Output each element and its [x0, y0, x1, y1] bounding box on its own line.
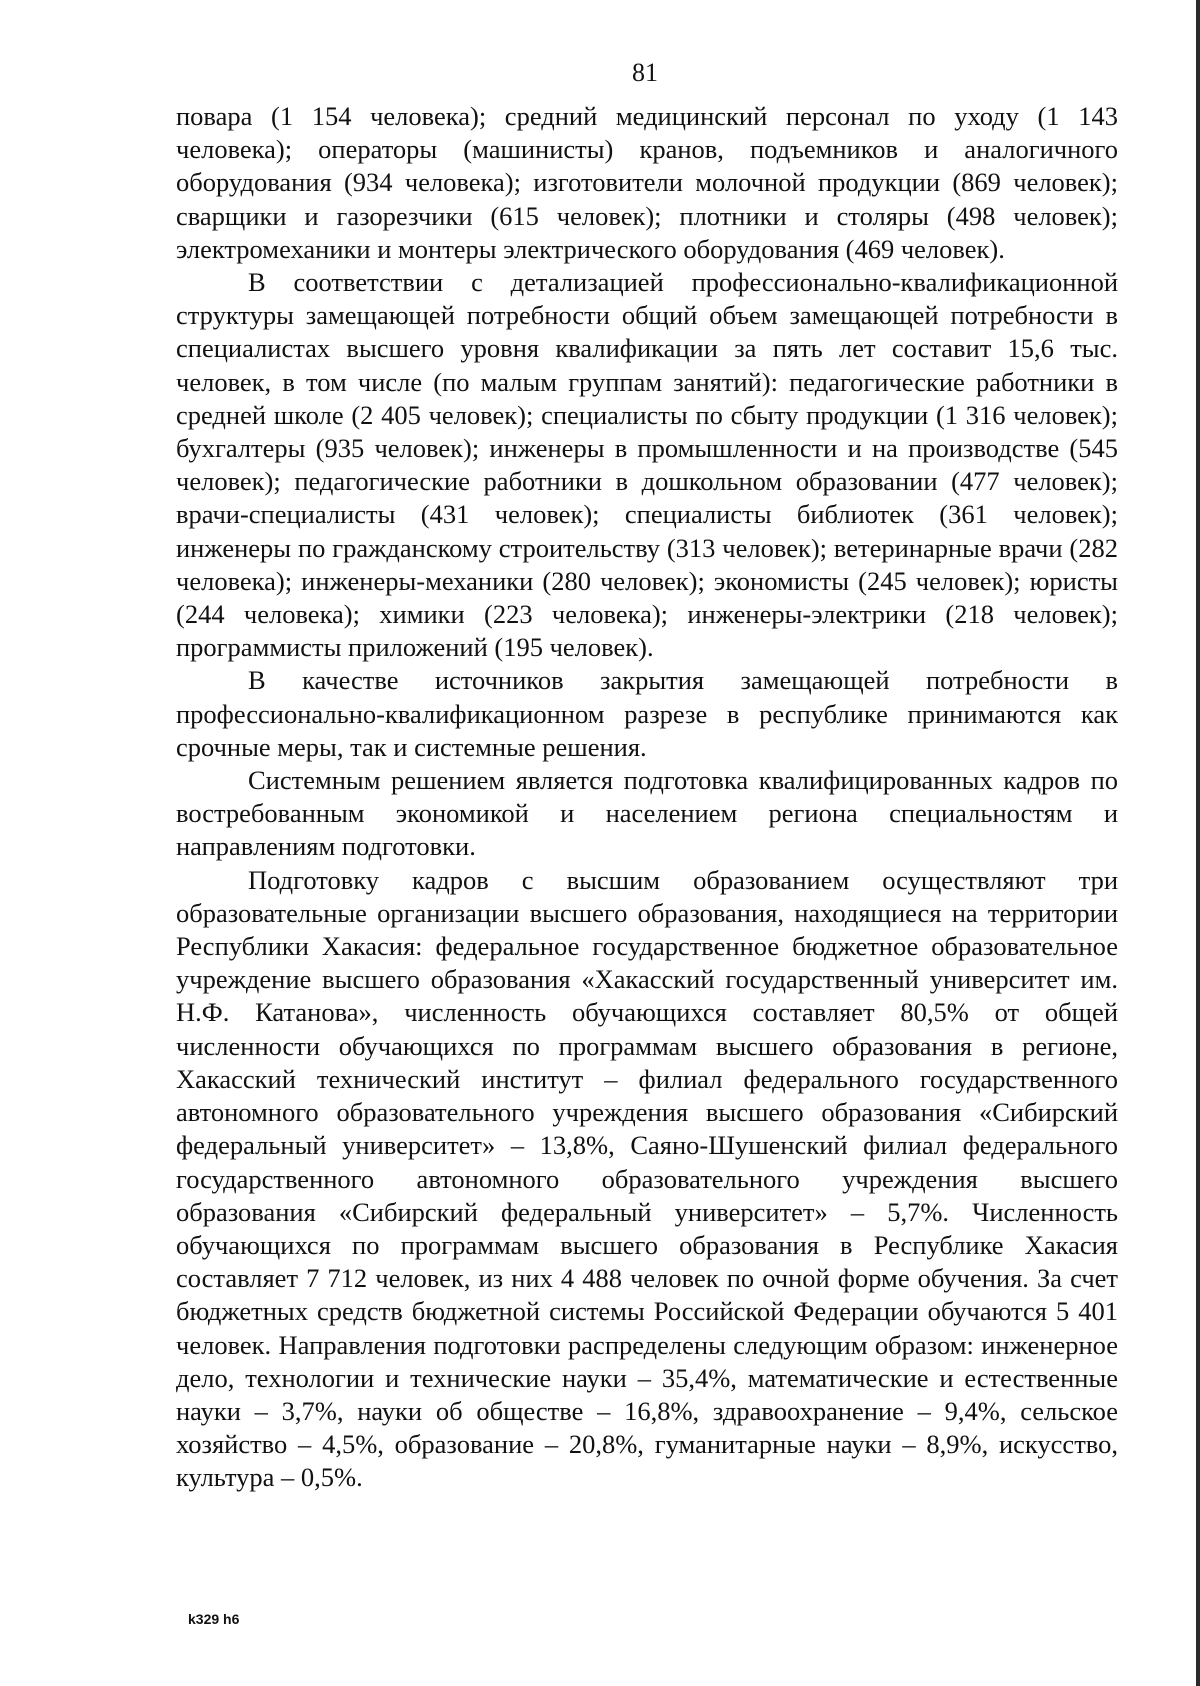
paragraph-qualification-structure: В соответствии с детализацией профессионально-квалификационной структуры замещающей потребности общий объем замещающей потребности в специалистах высшего уровня квалификации за пять лет составит 15,6 тыс. человек, в том числе (по малым группам занятий): педагогические работники в средней школе (2 405 человек); специалисты по сбыту продукции (1 316 человек); бухгалтеры (935 человек); инженеры в промышленности и на производстве (545 человек); педагогические работники в дошкольном образовании (477 человек); врачи-специалисты (431 человек); специалисты библиотек (361 человек); инженеры по гражданскому строительству (313 человек); ветеринарные врачи (282 человека); инженеры-механики (280 человек); экономисты (245 человек); юристы (244 человека); химики (223 человека); инженеры-электрики (218 человек); программисты приложений (195 человек).	[176, 267, 1118, 663]
paragraph-system-solution: Системным решением является подготовка квалифицированных кадров по востребованным экономикой и населением региона специальностям и направлениям подготовки.	[176, 765, 1118, 862]
page-number: 81	[632, 58, 658, 87]
footer-document-code: k329 h6	[188, 1611, 240, 1627]
paragraph-sources: В качестве источников закрытия замещающей потребности в профессионально-квалификационном разрезе в республике принимаются как срочные меры, так и системные решения.	[176, 665, 1118, 762]
paragraph-continuation: повара (1 154 человека); средний медицинский персонал по уходу (1 143 человека); операторы (машинисты) кранов, подъемников и аналогичного оборудования (934 человека); изготовители молочной продукции (869 человек); сварщики и газорезчики (615 человек); плотники и столяры (498 человек); электромеханики и монтеры электрического оборудования (469 человек).	[176, 101, 1118, 264]
page-edge-border	[1196, 0, 1200, 1686]
paragraph-higher-education: Подготовку кадров с высшим образованием осуществляют три образовательные организации высшего образования, находящиеся на территории Республики Хакасия: федеральное государственное бюджетное образовательное учреждение высшего образования «Хакасский государственный университет им. Н.Ф. Катанова», численность обучающихся составляет 80,5% от общей численности обучающихся по программам высшего образования в регионе, Хакасский технический институт – филиал федерального государственного автономного образовательного учреждения высшего образования «Сибирский федеральный университет» – 13,8%, Саяно-Шушенский филиал федерального государственного автономного образовательного учреждения высшего образования «Сибирский федеральный университет» – 5,7%. Численность обучающихся по программам высшего образования в Республике Хакасия составляет 7 712 человек, из них 4 488 человек по очной форме обучения. За счет бюджетных средств бюджетной системы Российской Федерации обучаются 5 401 человек. Направления подготовки распределены следующим образом: инженерное дело, технологии и технические науки – 35,4%, математические и естественные науки – 3,7%, науки об обществе – 16,8%, здравоохранение – 9,4%, сельское хозяйство – 4,5%, образование – 20,8%, гуманитарные науки – 8,9%, искусство, культура – 0,5%.	[176, 864, 1118, 1493]
document-body	[176, 100, 1118, 1495]
